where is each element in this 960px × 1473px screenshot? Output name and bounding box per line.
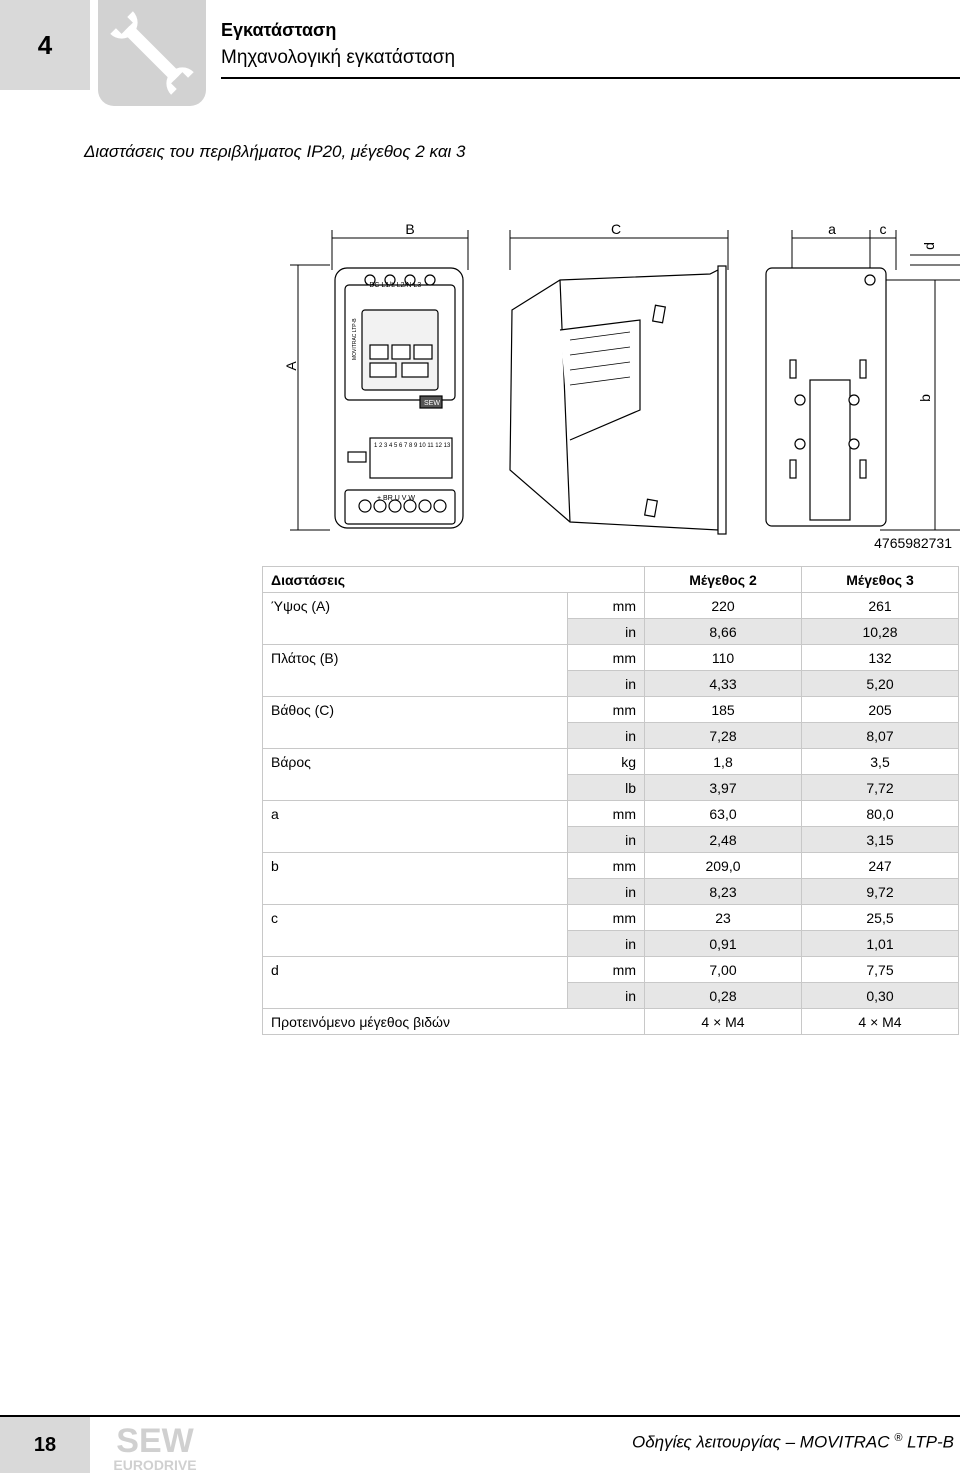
dimension-unit: in	[568, 671, 645, 697]
header-dimensions: Διαστάσεις	[263, 567, 645, 593]
dimension-name: c	[263, 905, 568, 931]
value-size-3: 7,75	[802, 957, 959, 983]
dimension-unit: in	[568, 827, 645, 853]
value-size-3: 80,0	[802, 801, 959, 827]
value-size-2: 7,00	[645, 957, 802, 983]
table-row	[263, 827, 959, 853]
screw-size-3: 4 × M4	[802, 1009, 959, 1035]
value-size-3: 205	[802, 697, 959, 723]
value-size-2: 2,48	[645, 827, 802, 853]
dimension-name	[263, 931, 568, 957]
terminal-numbers-label: 1 2 3 4 5 6 7 8 9 10 11 12 13	[374, 443, 451, 449]
table-row	[263, 801, 959, 827]
screw-label: Προτεινόμενο μέγεθος βιδών	[263, 1009, 645, 1035]
back-view	[766, 268, 886, 526]
value-size-2: 0,91	[645, 931, 802, 957]
table-row	[263, 879, 959, 905]
value-size-3: 8,07	[802, 723, 959, 749]
table-row	[263, 905, 959, 931]
manual-prefix: Οδηγίες λειτουργίας – MOVITRAC	[631, 1432, 890, 1452]
registered-mark: ®	[894, 1432, 903, 1444]
value-size-2: 185	[645, 697, 802, 723]
dimension-unit: in	[568, 931, 645, 957]
side-view	[510, 266, 726, 534]
terminals-bottom-label: + BR U V W	[377, 495, 415, 502]
footer-divider	[0, 1415, 960, 1417]
table-row	[263, 931, 959, 957]
value-size-2: 23	[645, 905, 802, 931]
manual-title	[632, 1432, 954, 1453]
dim-label-A: A	[283, 361, 299, 371]
dimension-unit: in	[568, 983, 645, 1009]
dimension-unit: mm	[568, 697, 645, 723]
dimension-name	[263, 775, 568, 801]
dimension-name: d	[263, 957, 568, 983]
value-size-3: 10,28	[802, 619, 959, 645]
brand-plate-label: SEW	[424, 400, 440, 407]
dimension-name	[263, 983, 568, 1009]
value-size-2: 110	[645, 645, 802, 671]
terminals-top-label: -DC L1/L L2/N L3	[367, 282, 422, 289]
logo-bottom-text: EURODRIVE	[113, 1457, 197, 1472]
sew-eurodrive-logo	[100, 1420, 210, 1472]
logo-top-text: SEW	[116, 1422, 194, 1460]
table-row	[263, 619, 959, 645]
dimension-unit: kg	[568, 749, 645, 775]
dimension-name	[263, 879, 568, 905]
dimension-unit: mm	[568, 905, 645, 931]
wrench-icon	[98, 0, 206, 106]
dimension-name: a	[263, 801, 568, 827]
value-size-3: 3,5	[802, 749, 959, 775]
table-row	[263, 957, 959, 983]
table-row	[263, 723, 959, 749]
table-row	[263, 749, 959, 775]
chapter-icon-box	[98, 0, 206, 106]
page-title: Εγκατάσταση	[221, 20, 337, 40]
dimension-unit: mm	[568, 593, 645, 619]
table-row	[263, 697, 959, 723]
manual-suffix: LTP-B	[902, 1432, 954, 1452]
value-size-2: 8,66	[645, 619, 802, 645]
value-size-3: 5,20	[802, 671, 959, 697]
header-size-3: Μέγεθος 3	[802, 567, 959, 593]
page-subtitle: Μηχανολογική εγκατάσταση	[221, 47, 456, 68]
value-size-3: 25,5	[802, 905, 959, 931]
value-size-2: 3,97	[645, 775, 802, 801]
chapter-number: 4	[0, 0, 90, 90]
dim-label-a: a	[828, 221, 836, 237]
dimension-name: Πλάτος (B)	[263, 645, 568, 671]
header-size-2: Μέγεθος 2	[645, 567, 802, 593]
value-size-3: 261	[802, 593, 959, 619]
dimension-unit: lb	[568, 775, 645, 801]
table-row	[263, 645, 959, 671]
dimension-name: Βάθος (C)	[263, 697, 568, 723]
dimension-name: Βάρος	[263, 749, 568, 775]
value-size-2: 63,0	[645, 801, 802, 827]
header-divider	[221, 77, 960, 79]
value-size-3: 7,72	[802, 775, 959, 801]
dimensions-table	[262, 566, 959, 1035]
dimension-unit: mm	[568, 645, 645, 671]
dim-label-c: c	[879, 221, 887, 237]
screw-size-2: 4 × M4	[645, 1009, 802, 1035]
screw-row	[263, 1009, 959, 1035]
value-size-3: 9,72	[802, 879, 959, 905]
value-size-2: 220	[645, 593, 802, 619]
dimension-name: Ύψος (A)	[263, 593, 568, 619]
dimension-drawing	[270, 210, 960, 555]
dimension-unit: mm	[568, 801, 645, 827]
value-size-2: 8,23	[645, 879, 802, 905]
table-row	[263, 983, 959, 1009]
table-row	[263, 775, 959, 801]
value-size-3: 3,15	[802, 827, 959, 853]
value-size-3: 247	[802, 853, 959, 879]
dim-label-B: B	[405, 221, 415, 237]
value-size-2: 1,8	[645, 749, 802, 775]
page-number: 18	[0, 1417, 90, 1473]
dimension-name: b	[263, 853, 568, 879]
table-row	[263, 593, 959, 619]
table-header-row	[263, 567, 959, 593]
dimension-unit: in	[568, 619, 645, 645]
figure-id: 4765982731	[874, 535, 952, 551]
dim-label-b: b	[917, 394, 933, 402]
dimension-unit: in	[568, 879, 645, 905]
value-size-2: 209,0	[645, 853, 802, 879]
dimension-unit: mm	[568, 853, 645, 879]
value-size-3: 132	[802, 645, 959, 671]
value-size-2: 7,28	[645, 723, 802, 749]
dimension-name	[263, 619, 568, 645]
dimension-unit: in	[568, 723, 645, 749]
front-view	[335, 268, 463, 528]
value-size-2: 0,28	[645, 983, 802, 1009]
dimension-unit: mm	[568, 957, 645, 983]
section-title: Διαστάσεις του περιβλήματος IP20, μέγεθος 2 και 3	[84, 142, 466, 161]
table-row	[263, 671, 959, 697]
value-size-3: 1,01	[802, 931, 959, 957]
dim-label-d: d	[921, 242, 937, 250]
value-size-3: 0,30	[802, 983, 959, 1009]
dim-label-C: C	[610, 221, 622, 237]
value-size-2: 4,33	[645, 671, 802, 697]
dimension-name	[263, 723, 568, 749]
table-row	[263, 853, 959, 879]
dimension-name	[263, 827, 568, 853]
product-vertical-label: MOVITRAC LTP-B	[352, 318, 358, 360]
dimension-name	[263, 671, 568, 697]
